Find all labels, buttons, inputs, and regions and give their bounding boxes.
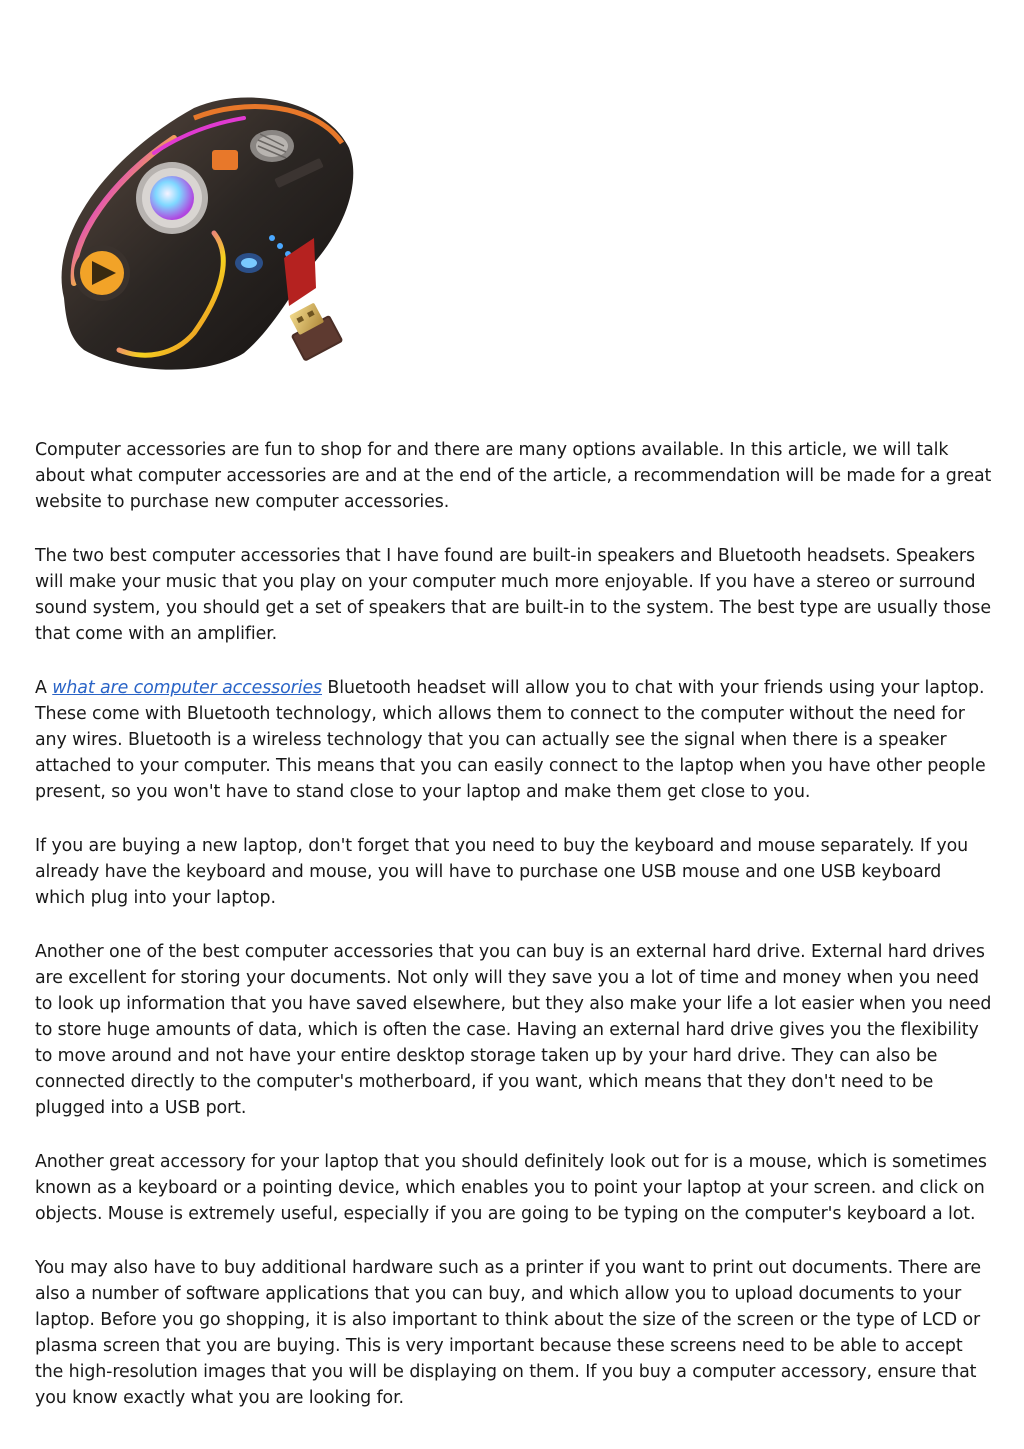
paragraph-speakers: The two best computer accessories that I have found are built-in speakers and Bluetooth headsets. Speakers will make your music that you play on your computer much more enjoyable. If you have a stereo or surround sound system, you should get a set of speakers that are built-in to the system. The best type are usually those that come with an amplifier.	[35, 546, 991, 644]
paragraph-hard-drive: Another one of the best computer accessories that you can buy is an external hard drive. External hard drives are excellent for storing your documents. Not only will they save you a lot of time and money when you need to look up information that you have saved elsewhere, but they also make your life a lot easier when you need to store huge amounts of data, which is often the case. Having an external hard drive gives you the flexibility to move around and not have your entire desktop storage taken up by your hard drive. They can also be connected directly to the computer's motherboard, if you want, which means that they don't need to be plugged into a USB port.	[35, 942, 992, 1118]
paragraph-bluetooth-rest: Bluetooth headset will allow you to chat with your friends using your laptop. These come with Bluetooth technology, which allows them to connect to the computer without the need for any wires. Bluetooth is a wireless technology that you can actually see the signal when there is a speaker attached to your computer. This means that you can easily connect to the laptop when you have other people present, so you won't have to stand close to your laptop and make them get close to you.	[35, 678, 986, 802]
article-link[interactable]: what are computer accessories	[52, 678, 322, 698]
gaming-mouse-illustration	[44, 88, 374, 388]
paragraph-bluetooth	[35, 675, 995, 805]
trackball	[136, 162, 208, 234]
paragraph-mouse: Another great accessory for your laptop that you should definitely look out for is a mouse, which is sometimes known as a keyboard or a pointing device, which enables you to point your laptop at your screen. and click on objects. Mouse is extremely useful, especially if you are going to be typing on the computer's keyboard a lot.	[35, 1152, 987, 1224]
usb-receiver	[282, 299, 343, 362]
paragraph-bluetooth-prefix: A	[35, 678, 53, 698]
product-image	[44, 88, 374, 388]
side-logo	[74, 245, 130, 301]
paragraph-hardware: You may also have to buy additional hardware such as a printer if you want to print out documents. There are also a number of software applications that you can buy, and which allow you to upload documents to your laptop. Before you go shopping, it is also important to think about the size of the screen or the type of LCD or plasma screen that you are buying. This is very important because these screens need to be able to accept the high-resolution images that you will be displaying on them. If you buy a computer accessory, ensure that you know exactly what you are looking for.	[35, 1258, 982, 1408]
paragraph-intro: Computer accessories are fun to shop for and there are many options available. In this article, we will talk about what computer accessories are and at the end of the article, a recommendation will be made for a great website to purchase new computer accessories.	[35, 440, 992, 512]
dpi-button	[212, 150, 238, 170]
paragraph-keyboard-mouse: If you are buying a new laptop, don't forget that you need to buy the keyboard and mouse separately. If you already have the keyboard and mouse, you will have to purchase one USB mouse and one USB keyboard which plug into your laptop.	[35, 836, 969, 908]
article-body	[35, 437, 995, 1411]
scroll-wheel	[250, 130, 294, 162]
